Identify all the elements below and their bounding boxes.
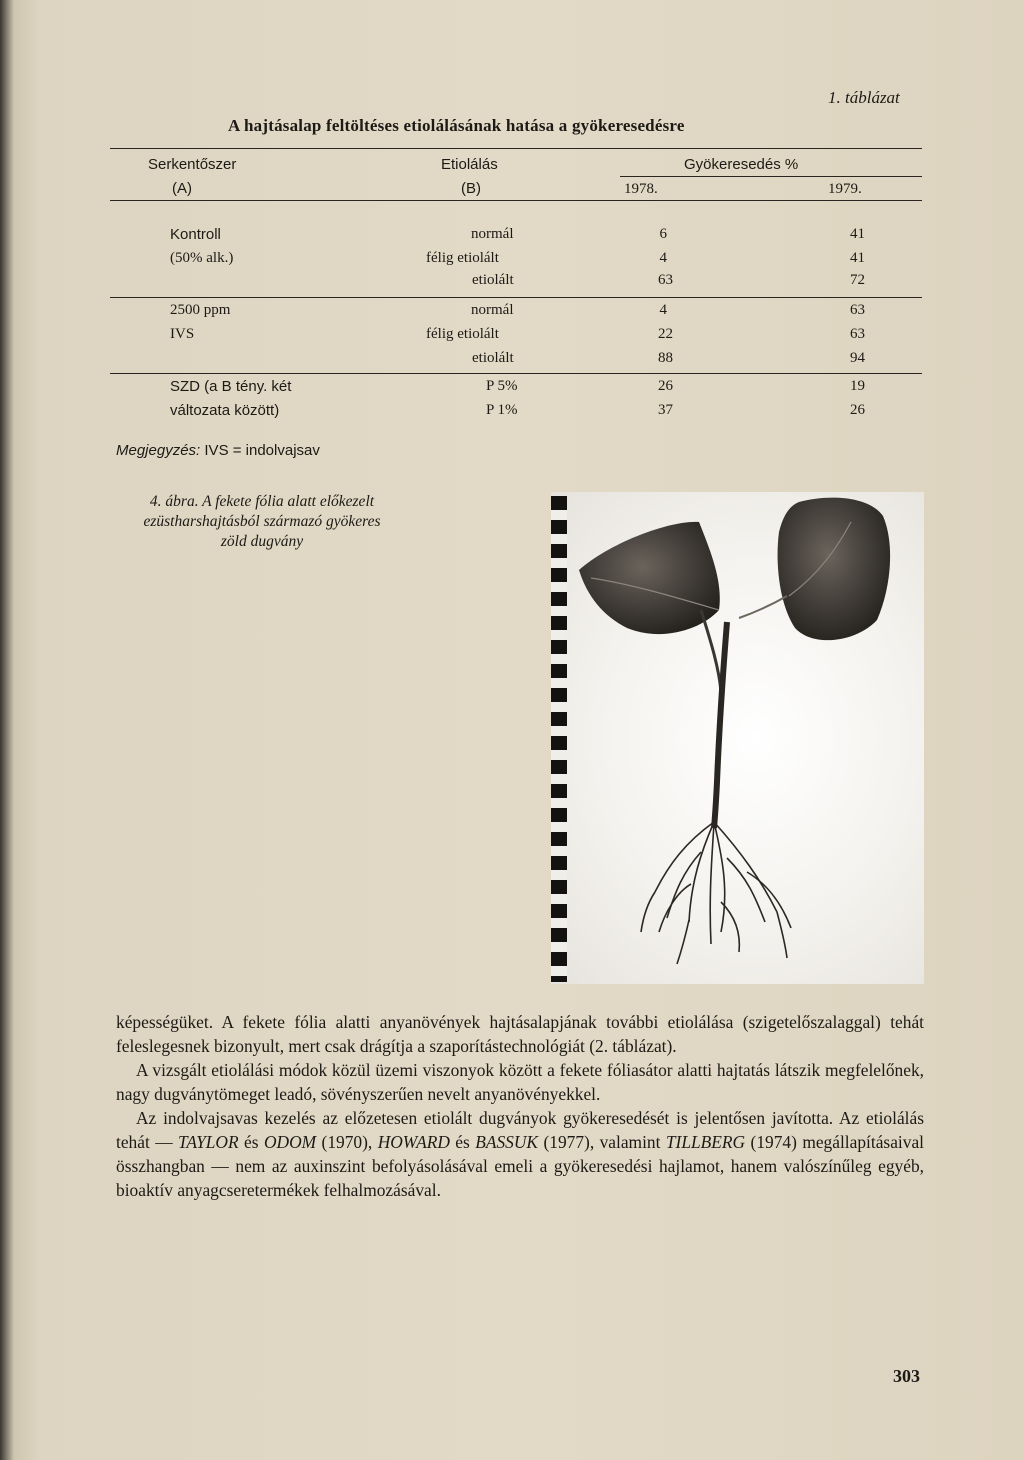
group-header-rule [620, 176, 922, 177]
significance-cell: P 1% [486, 402, 518, 418]
group-label: Kontroll [170, 226, 221, 243]
value-1978: 4 [659, 250, 667, 266]
group-label-sub: változata között) [170, 402, 280, 419]
significance-cell: P 5% [486, 378, 518, 394]
group-divider-2 [110, 373, 922, 374]
header-stimulant: Serkentőszer [148, 156, 237, 173]
table-top-rule [110, 148, 922, 149]
note-text: IVS = indolvajsav [204, 442, 320, 459]
group-label-sub: IVS [170, 326, 195, 342]
paragraph: A vizsgált etiolálási módok közül üzemi viszonyok között a fekete fóliasátor alatti hajtatás látszik megfelelőnek, nagy dugványtömeget leadó, sövényszerűen nevelt anyanövényekkel. [116, 1060, 924, 1104]
group-label: SZD (a B tény. két [170, 378, 292, 395]
value-1978: 63 [658, 272, 673, 288]
measurement-scale-bar [551, 496, 567, 982]
stem [714, 622, 727, 828]
group-divider-1 [110, 297, 922, 298]
cited-author: TILLBERG [665, 1132, 746, 1152]
etiolation-cell: félig etiolált [426, 326, 499, 342]
etiolation-cell: félig etiolált [426, 250, 499, 266]
value-1978: 22 [658, 326, 673, 342]
value-1978: 26 [658, 378, 673, 394]
value-1979: 41 [850, 226, 865, 242]
header-year-1979: 1979. [828, 181, 862, 197]
table-number: 1. táblázat [828, 88, 900, 107]
group-label: 2500 ppm [170, 302, 231, 318]
header-year-1978: 1978. [624, 181, 658, 197]
group-label-sub: (50% alk.) [170, 250, 234, 266]
page-number: 303 [893, 1366, 920, 1386]
value-1979: 63 [850, 302, 865, 318]
cited-author: HOWARD [377, 1132, 450, 1152]
table-note [116, 442, 320, 459]
value-1978: 37 [658, 402, 673, 418]
value-1978: 88 [658, 350, 673, 366]
note-label: Megjegyzés: [116, 442, 201, 459]
paragraph: Az indolvajsavas kezelés az előzetesen etiolált dugványok gyökeresedését is jelentősen javította. Az etiolálás tehát — TAYLOR és ODOM (1970), HOWARD és BASSUK (1977), valamint TILLBERG (1974) megállapításaival összhangban — nem az auxinszint befolyásolásával emeli a gyökeresedési hajlamot, hanem valószínűleg egyéb, bioaktív anyagcseretermékek felhalmozásával. [116, 1108, 924, 1200]
value-1979: 19 [850, 378, 865, 394]
etiolation-cell: etiolált [472, 350, 514, 366]
value-1978: 4 [659, 302, 667, 318]
figure-photo [551, 492, 924, 984]
header-bottom-rule [110, 200, 922, 201]
value-1979: 41 [850, 250, 865, 266]
etiolation-cell: normál [471, 226, 514, 242]
header-etiolation: Etiolálás [441, 156, 498, 173]
caption-line: ezüstharshajtásból származó gyökeres [143, 513, 381, 530]
header-rooting-percent: Gyökeresedés % [684, 156, 799, 173]
figure-caption [112, 492, 412, 552]
value-1979: 72 [850, 272, 865, 288]
etiolation-cell: normál [471, 302, 514, 318]
value-1979: 26 [850, 402, 865, 418]
body-text [116, 1010, 924, 1202]
rooted-cutting-illustration [551, 492, 924, 984]
right-leaf [778, 498, 891, 641]
value-1978: 6 [659, 226, 667, 242]
header-stimulant-code: (A) [172, 180, 192, 197]
value-1979: 94 [850, 350, 865, 366]
roots [641, 822, 791, 964]
cited-author: ODOM [263, 1132, 317, 1152]
paragraph: képességüket. A fekete fólia alatti anyanövények hajtásalapjának további etiolálása (szigetelőszalaggal) tehát feleslegesnek bizonyult, mert csak drágítja a szaporítástechnológiát (2. táblázat). [116, 1012, 924, 1056]
cited-author: TAYLOR [178, 1132, 239, 1152]
caption-line: zöld dugvány [220, 533, 304, 550]
header-etiolation-code: (B) [461, 180, 481, 197]
caption-line: 4. ábra. A fekete fólia alatt előkezelt [149, 493, 375, 510]
table-title: A hajtásalap feltöltéses etiolálásának hatása a gyökeresedésre [228, 116, 685, 135]
cited-author: BASSUK [475, 1132, 539, 1152]
etiolation-cell: etiolált [472, 272, 514, 288]
left-leaf [579, 522, 720, 634]
value-1979: 63 [850, 326, 865, 342]
